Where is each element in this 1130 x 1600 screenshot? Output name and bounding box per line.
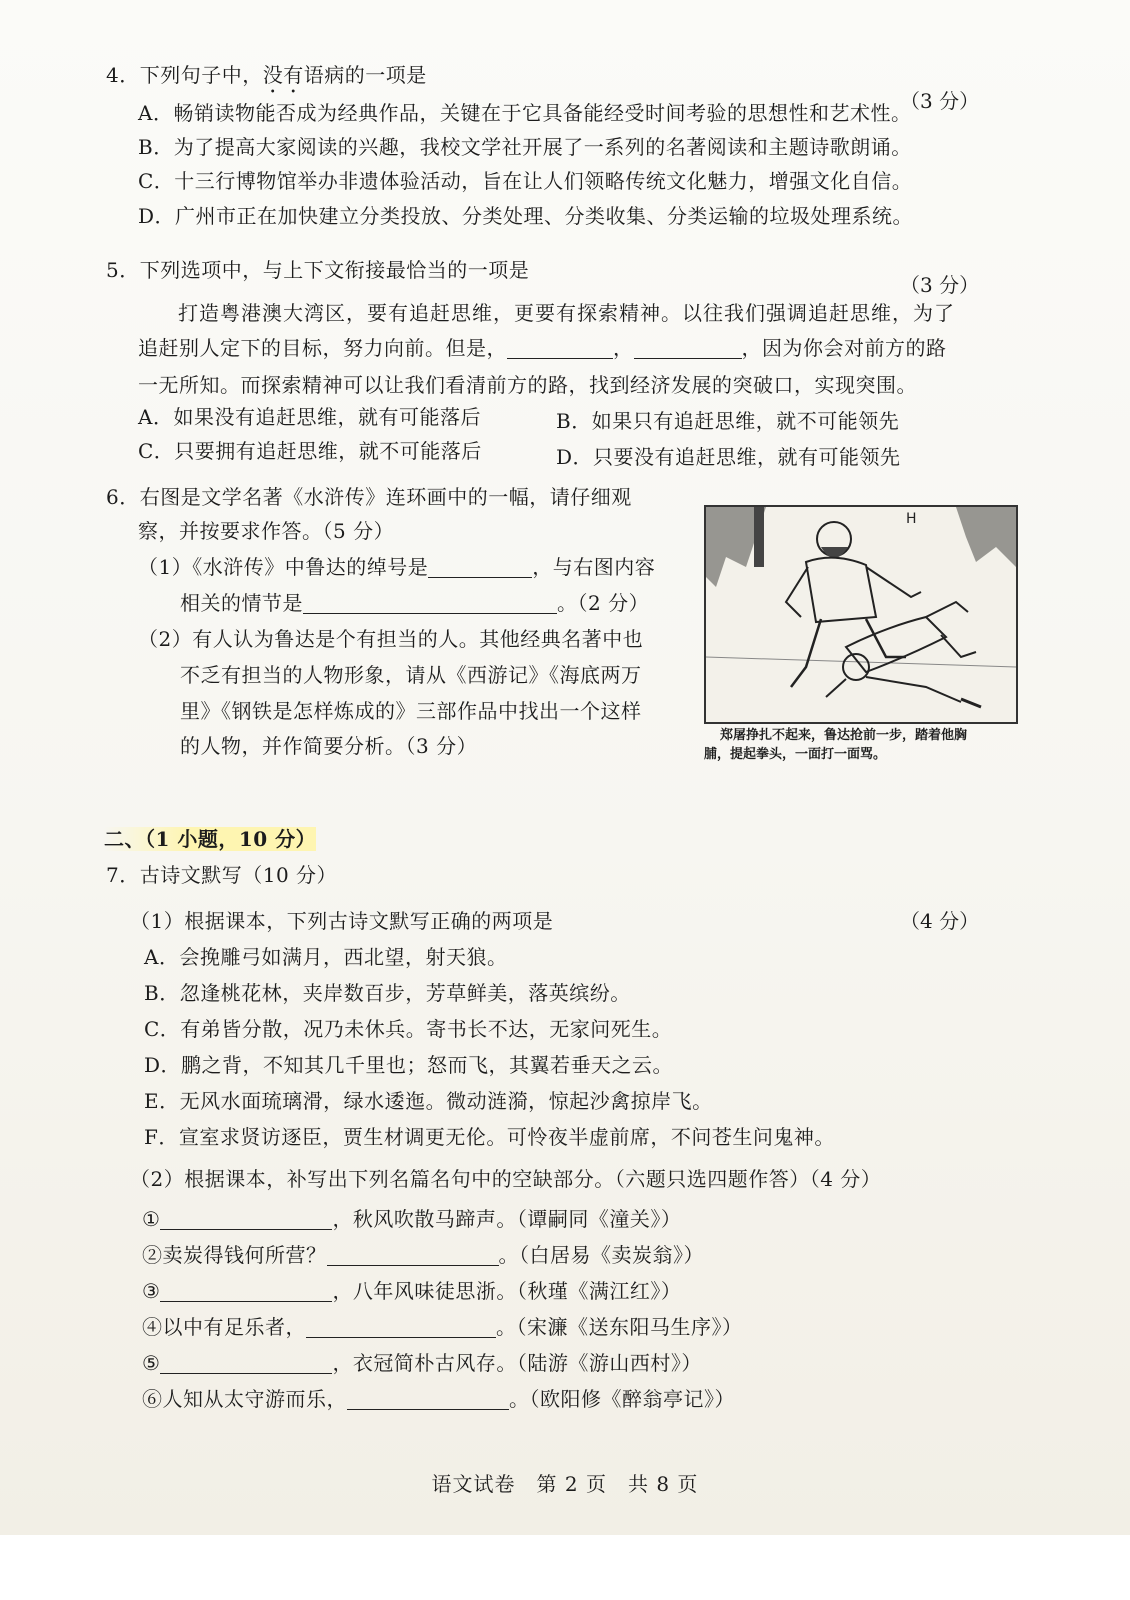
q6-sub2-line-3: 里》《钢铁是怎样炼成的》三部作品中找出一个这样 bbox=[180, 699, 642, 723]
illustration-mark: H bbox=[906, 511, 917, 527]
q5-passage-line-1: 打造粤港澳大湾区，要有追赶思维，更要有探索精神。以往我们强调追赶思维，为了 bbox=[178, 301, 955, 325]
q7-option-f: F．宣室求贤访逐臣，贾生材调更无伦。可怜夜半虚前席，不问苍生问鬼神。 bbox=[144, 1125, 835, 1149]
page-bottom-margin bbox=[0, 1535, 1130, 1600]
q7-fill-6: ⑥人知从太守游而乐， 。（欧阳修《醉翁亭记》） bbox=[142, 1387, 735, 1411]
q5-option-c: C．只要拥有追赶思维，就不可能落后 bbox=[138, 439, 482, 463]
q6-sub1-line-2: 相关的情节是 。（2 分） bbox=[180, 591, 650, 615]
q6-sub2-line-1: （2）有人认为鲁达是个有担当的人。其他经典名著中也 bbox=[138, 627, 644, 651]
q7-option-d: D．鹏之背，不知其几千里也；怒而飞，其翼若垂天之云。 bbox=[144, 1053, 674, 1077]
q5-passage-line-2: 追赶别人定下的目标，努力向前。但是， ， ，因为你会对前方的路 bbox=[138, 336, 947, 360]
q4-option-d: D．广州市正在加快建立分类投放、分类处理、分类收集、分类运输的垃圾处理系统。 bbox=[138, 204, 914, 228]
q6-sub1-line-1: （1）《水浒传》中鲁达的绰号是 ，与右图内容 bbox=[138, 555, 656, 579]
q7-sub2-stem: （2）根据课本，补写出下列名篇名句中的空缺部分。（六题只选四题作答）（4 分） bbox=[130, 1167, 882, 1191]
q4-option-a: A．畅销读物能否成为经典作品，关键在于它具备能经受时间考验的思想性和艺术性。 bbox=[138, 101, 912, 125]
q5-blank-1[interactable] bbox=[507, 338, 613, 359]
q7-fill-3: ③ ，八年风味徒思浙。（秋瑾《满江红》） bbox=[142, 1279, 682, 1303]
q7-option-c: C．有弟皆分散，况乃未休兵。寄书长不达，无家问死生。 bbox=[144, 1017, 673, 1041]
section-2-heading: 二、（1 小题，10 分） bbox=[104, 827, 317, 851]
q6-plot-blank[interactable] bbox=[303, 593, 557, 614]
illustration-drawing bbox=[706, 507, 1016, 722]
illustration-caption bbox=[704, 726, 1024, 764]
q6-stem-line-2: 察，并按要求作答。（5 分） bbox=[138, 519, 395, 543]
q5-passage-line-3: 一无所知。而探索精神可以让我们看清前方的路，找到经济发展的突破口，实现突围。 bbox=[138, 373, 917, 397]
q4-option-b: B．为了提高大家阅读的兴趣，我校文学社开展了一系列的名著阅读和主题诗歌朗诵。 bbox=[138, 135, 912, 159]
q4-stem: 4．下列句子中，没有语病的一项是 bbox=[106, 63, 427, 87]
q5-option-a: A．如果没有追赶思维，就有可能落后 bbox=[138, 405, 481, 429]
caption-line-1: 郑屠挣扎不起来，鲁达抢前一步，踏着他胸 bbox=[720, 728, 968, 743]
q7-sub1-score: （4 分） bbox=[900, 909, 980, 933]
q6-sub2-line-4: 的人物，并作简要分析。（3 分） bbox=[180, 734, 478, 758]
q4-score: （3 分） bbox=[900, 89, 980, 113]
q5-score: （3 分） bbox=[900, 273, 980, 297]
q6-sub2-line-2: 不乏有担当的人物形象，请从《西游记》《海底两万 bbox=[180, 663, 642, 687]
q6-stem-line-1: 6．右图是文学名著《水浒传》连环画中的一幅，请仔细观 bbox=[106, 485, 632, 509]
q7-option-b: B．忽逢桃花林，夹岸数百步，芳草鲜美，落英缤纷。 bbox=[144, 981, 631, 1005]
fill-blank-6[interactable] bbox=[347, 1389, 509, 1410]
q7-title: 7．古诗文默写（10 分） bbox=[106, 863, 338, 887]
caption-line-2: 脯，提起拳头，一面打一面骂。 bbox=[704, 747, 887, 762]
q7-fill-4: ④以中有足乐者， 。（宋濂《送东阳马生序》） bbox=[142, 1315, 743, 1339]
q5-option-d: D．只要没有追赶思维，就有可能领先 bbox=[556, 445, 901, 469]
fill-blank-5[interactable] bbox=[160, 1353, 332, 1374]
fill-blank-3[interactable] bbox=[160, 1281, 332, 1302]
q4-option-c: C．十三行博物馆举办非遗体验活动，旨在让人们领略传统文化魅力，增强文化自信。 bbox=[138, 169, 913, 193]
q6-nickname-blank[interactable] bbox=[428, 557, 532, 578]
q7-fill-5: ⑤ ，衣冠简朴古风存。（陆游《游山西村》） bbox=[142, 1351, 702, 1375]
page-footer: 语文试卷 第 2 页 共 8 页 bbox=[431, 1472, 699, 1496]
q5-option-b: B．如果只有追赶思维，就不可能领先 bbox=[556, 409, 900, 433]
fill-blank-4[interactable] bbox=[306, 1317, 496, 1338]
q7-sub1-stem: （1）根据课本，下列古诗文默写正确的两项是 bbox=[130, 909, 554, 933]
q7-option-e: E．无风水面琉璃滑，绿水逶迤。微动涟漪，惊起沙禽掠岸飞。 bbox=[144, 1089, 713, 1113]
fill-blank-1[interactable] bbox=[160, 1209, 332, 1230]
q7-fill-1: ① ，秋风吹散马蹄声。（谭嗣同《潼关》） bbox=[142, 1207, 682, 1231]
q5-stem: 5．下列选项中，与上下文衔接最恰当的一项是 bbox=[106, 258, 530, 282]
q7-option-a: A．会挽雕弓如满月，西北望，射天狼。 bbox=[144, 945, 508, 969]
q5-blank-2[interactable] bbox=[634, 338, 742, 359]
fill-blank-2[interactable] bbox=[327, 1245, 499, 1266]
water-margin-illustration bbox=[704, 505, 1018, 724]
q7-fill-2: ②卖炭得钱何所营？ 。（白居易《卖炭翁》） bbox=[142, 1243, 704, 1267]
